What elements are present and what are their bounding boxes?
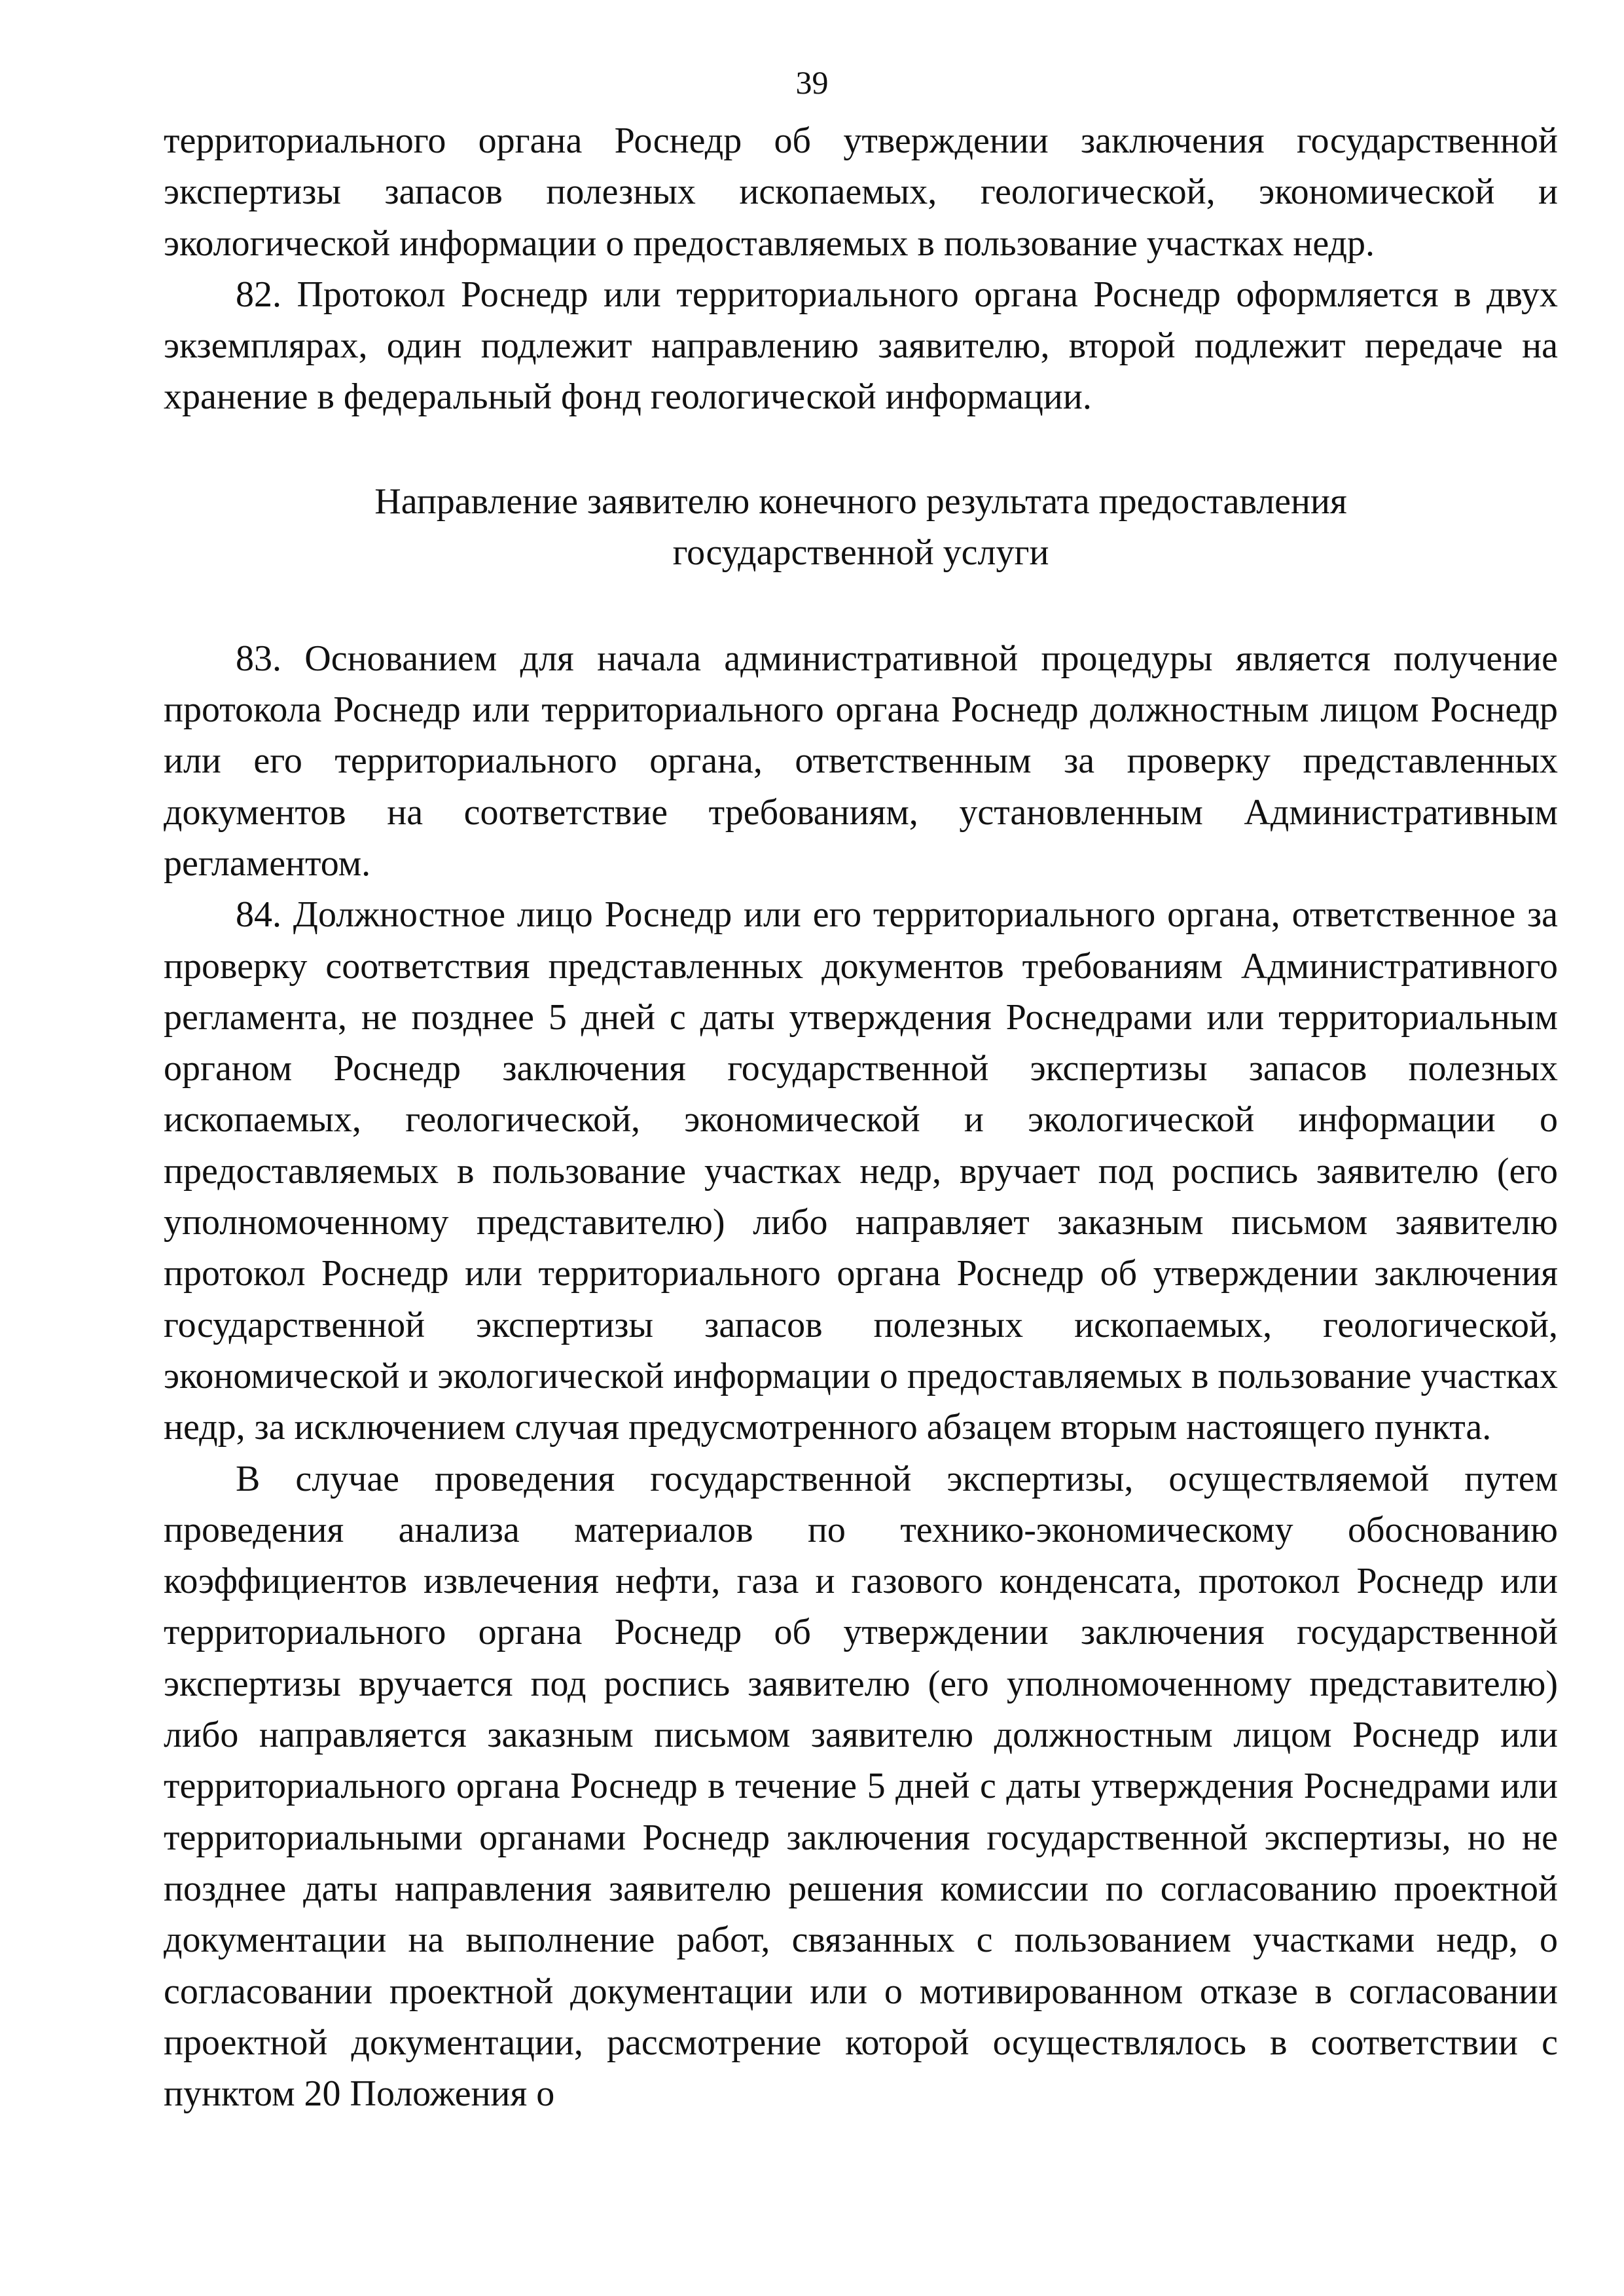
- section-heading: [164, 476, 1558, 578]
- document-body: [164, 115, 1558, 2119]
- paragraph-83: 83. Основанием для начала административной процедуры является получение протокола Роснедр или территориального органа Роснедр должностным лицом Роснедр или его территориального органа, ответственным за проверку представленных документов на соответствие требованиям, установленным Административным регламентом.: [164, 638, 1558, 884]
- page-number: 39: [795, 64, 829, 101]
- paragraph-82: 82. Протокол Роснедр или территориального органа Роснедр оформляется в двух экземплярах, один подлежит направлению заявителю, второй подлежит передаче на хранение в федеральный фонд геологической информации.: [164, 274, 1558, 418]
- section-heading-line-2: государственной услуги: [672, 532, 1049, 573]
- paragraph-continued: территориального органа Роснедр об утверждении заключения государственной экспертизы запасов полезных ископаемых, геологической, экономической и экологической информации о предоставляемых в пользование участках недр.: [164, 120, 1558, 264]
- paragraph-84: 84. Должностное лицо Роснедр или его территориального органа, ответственное за проверку соответствия представленных документов требованиям Административного регламента, не позднее 5 дней с даты утверждения Роснедрами или территориальным органом Роснедр заключения государственной экспертизы запасов полезных ископаемых, геологической, экономической и экологической информации о предоставляемых в пользование участках недр, вручает под роспись заявителю (его уполномоченному представителю) либо направляет заказным письмом заявителю протокол Роснедр или территориального органа Роснедр об утверждении заключения государственной экспертизы запасов полезных ископаемых, геологической, экономической и экологической информации о предоставляемых в пользование участках недр, за исключением случая предусмотренного абзацем вторым настоящего пункта.: [164, 894, 1558, 1448]
- section-heading-line-1: Направление заявителю конечного результата предоставления: [374, 481, 1347, 522]
- paragraph-84-second: В случае проведения государственной экспертизы, осуществляемой путем проведения анализа материалов по технико-экономическому обоснованию коэффициентов извлечения нефти, газа и газового конденсата, протокол Роснедр или территориального органа Роснедр об утверждении заключения государственной экспертизы вручается под роспись заявителю (его уполномоченному представителю) либо направляется заказным письмом заявителю должностным лицом Роснедр или территориального органа Роснедр в течение 5 дней с даты утверждения Роснедрами или территориальными органами Роснедр заключения государственной экспертизы, но не позднее даты направления заявителю решения комиссии по согласованию проектной документации на выполнение работ, связанных с пользованием участками недр, о согласовании проектной документации или о мотивированном отказе в согласовании проектной документации, рассмотрение которой осуществлялось в соответствии с пунктом 20 Положения о: [164, 1458, 1558, 2115]
